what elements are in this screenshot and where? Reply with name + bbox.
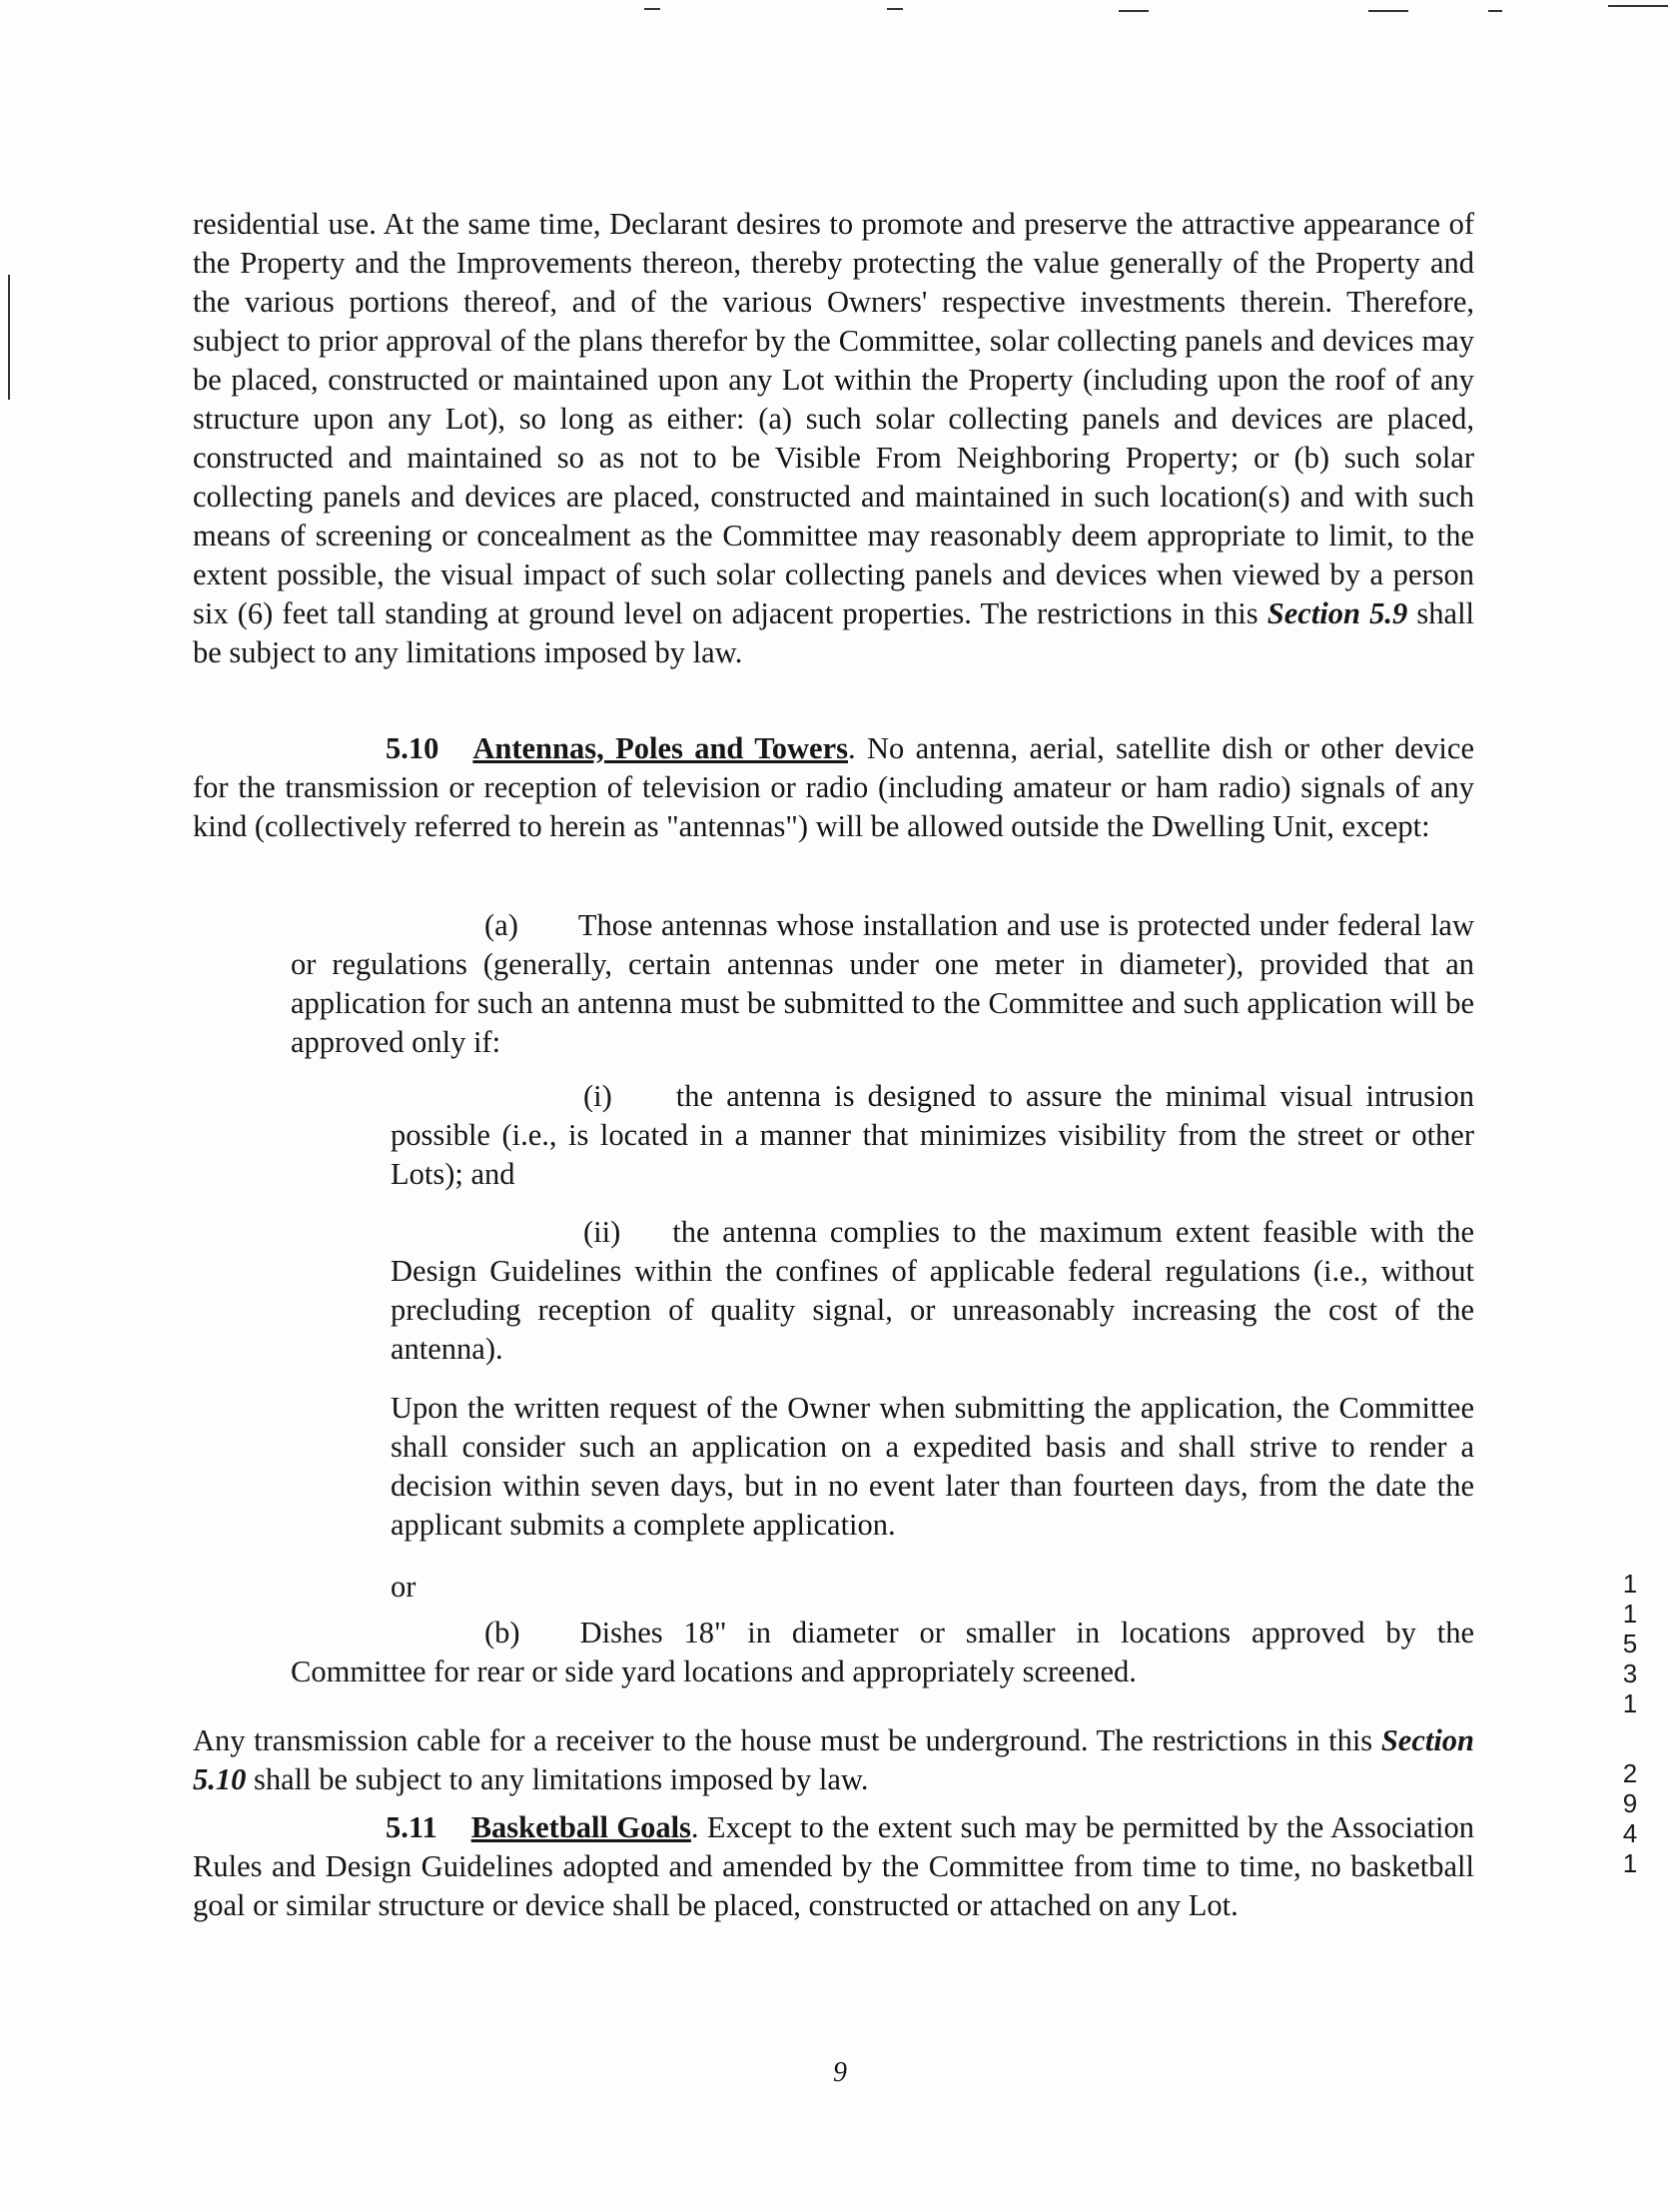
scan-mark bbox=[8, 275, 10, 400]
stamp-digit: 2 bbox=[1622, 1758, 1638, 1788]
item-label: (ii) bbox=[583, 1215, 621, 1249]
subsection-ii bbox=[391, 1213, 1474, 1369]
paragraph-transmission-cable bbox=[193, 1721, 1474, 1799]
scan-mark bbox=[1608, 5, 1668, 7]
paragraph-text: shall be subject to any limitations imposed by law. bbox=[254, 1762, 869, 1796]
stamp-digit: 1 bbox=[1622, 1848, 1638, 1878]
paragraph-text: or bbox=[391, 1570, 417, 1604]
stamp-digit: 3 bbox=[1622, 1659, 1638, 1688]
section-5-11 bbox=[193, 1808, 1474, 1925]
stamp-digit: 1 bbox=[1622, 1599, 1638, 1629]
paragraph-text: Upon the written request of the Owner when submitting the application, the Committee shall consider such an application on a expedited basis and shall strive to render a decision within seven days, but in no event later than fourteen days, from the date the applicant submits a complete application. bbox=[391, 1391, 1474, 1542]
scan-mark bbox=[644, 8, 660, 10]
stamp-digit: 4 bbox=[1622, 1818, 1638, 1848]
paragraph-text: . No antenna, aerial, satellite dish or other device for the transmission or reception of television or radio (including amateur or ham radio) signals of any kind (collectively referred to herein as "antennas") will be allowed outside the Dwelling Unit, except: bbox=[193, 731, 1474, 843]
section-heading: Antennas, Poles and Towers bbox=[472, 731, 848, 765]
scan-mark bbox=[887, 8, 903, 10]
item-label: (a) bbox=[484, 908, 518, 942]
page-number: 9 bbox=[833, 2057, 847, 2088]
paragraph-text: Dishes 18" in diameter or smaller in locations approved by the Committee for rear or side yard locations and appropriately screened. bbox=[291, 1616, 1474, 1688]
subsection-i bbox=[391, 1077, 1474, 1194]
paragraph-text: the antenna complies to the maximum extent feasible with the Design Guidelines within the confines of applicable federal regulations (i.e., without precluding reception of quality signal, or unreasonably increasing the cost of the antenna). bbox=[391, 1215, 1474, 1366]
scan-mark bbox=[1119, 10, 1149, 12]
paragraph-text: residential use. At the same time, Declarant desires to promote and preserve the attractive appearance of the Property and the Improvements thereon, thereby protecting the value generally of the Property and the various portions thereof, and of the various Owners' respective investments therein. Therefore, subject to prior approval of the plans therefor by the Committee, solar collecting panels and devices may be placed, constructed or maintained upon any Lot within the Property (including upon the roof of any structure upon any Lot), so long as either: (a) such solar collecting panels and devices are placed, constructed and maintained so as not to be Visible From Neighboring Property; or (b) such solar collecting panels and devices are placed, constructed and maintained in such location(s) and with such means of screening or concealment as the Committee may reasonably deem appropriate to limit, to the extent possible, the visual impact of such solar collecting panels and devices when viewed by a person six (6) feet tall standing at ground level on adjacent properties. The restrictions in this bbox=[193, 207, 1474, 630]
section-heading: Basketball Goals bbox=[470, 1810, 691, 1844]
paragraph-solar-continued bbox=[193, 205, 1474, 672]
stamp-digit: 1 bbox=[1622, 1569, 1638, 1599]
subsection-b bbox=[291, 1614, 1474, 1691]
item-label: (i) bbox=[583, 1079, 612, 1113]
section-number: 5.10 bbox=[386, 731, 439, 765]
paragraph-text: Those antennas whose installation and use is protected under federal law or regulations (generally, certain antennas under one meter in diameter), provided that an application for such an antenna must be submitted to the Committee and such application will be approved only if: bbox=[291, 908, 1474, 1059]
paragraph-expedited-request bbox=[391, 1389, 1474, 1545]
section-reference: Section 5.9 bbox=[1266, 596, 1408, 630]
paragraph-text: . Except to the extent such may be permitted by the Association Rules and Design Guidelines adopted and amended by the Committee from time to time, no basketball goal or similar structure or device shall be placed, constructed or attached on any Lot. bbox=[193, 1810, 1474, 1922]
section-reference: Section 5.10 bbox=[193, 1723, 1475, 1796]
item-label: (b) bbox=[484, 1616, 520, 1650]
paragraph-text: the antenna is designed to assure the minimal visual intrusion possible (i.e., is located in a manner that minimizes visibility from the street or other Lots); and bbox=[391, 1079, 1474, 1191]
scan-mark bbox=[1368, 10, 1408, 12]
stamp-digit: 9 bbox=[1622, 1788, 1638, 1818]
stamp-digit: 1 bbox=[1622, 1688, 1638, 1718]
section-number: 5.11 bbox=[386, 1810, 437, 1844]
section-5-10 bbox=[193, 729, 1474, 846]
or-connector bbox=[391, 1568, 590, 1607]
paragraph-text: shall be subject to any limitations imposed by law. bbox=[193, 596, 1475, 669]
recording-stamp bbox=[1616, 1569, 1644, 1878]
scan-mark bbox=[1488, 10, 1502, 12]
subsection-a bbox=[291, 906, 1474, 1062]
paragraph-text: Any transmission cable for a receiver to the house must be underground. The restrictions in this bbox=[193, 1723, 1373, 1757]
stamp-digit: 5 bbox=[1622, 1629, 1638, 1659]
